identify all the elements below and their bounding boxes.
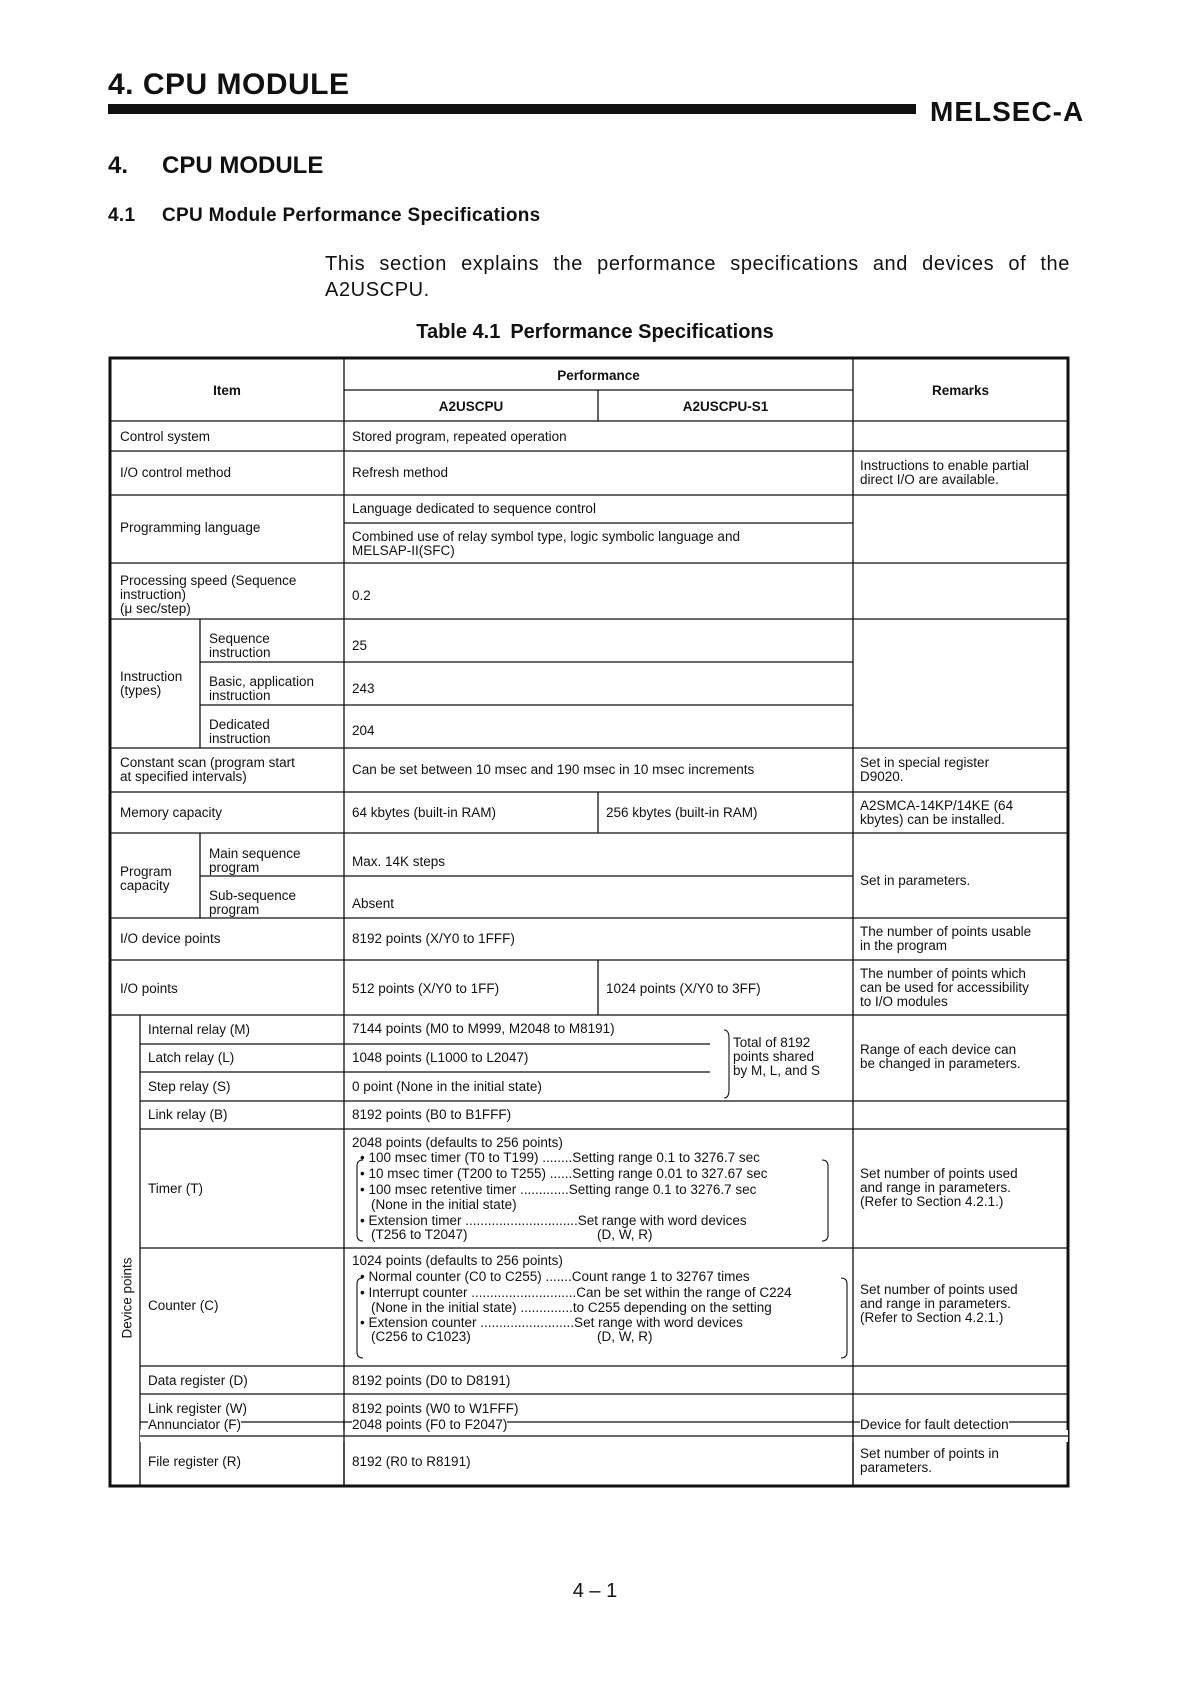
row-item-instruction-2: (types): [120, 683, 162, 698]
timer-line-6: • Extension timer ..............................Set range with word devices: [360, 1213, 747, 1228]
timer-line-7: (T256 to T2047): [371, 1227, 468, 1242]
timer-line-5: (None in the initial state): [371, 1197, 517, 1212]
shared-points-note-1: Total of 8192: [733, 1035, 811, 1050]
row-value-io-points-a2uscpu: 512 points (X/Y0 to 1FF): [352, 981, 500, 996]
timer-line-7b: (D, W, R): [597, 1227, 653, 1242]
remark-timer-2: and range in parameters.: [860, 1180, 1011, 1195]
remark-memory-1: A2SMCA-14KP/14KE (64: [860, 798, 1014, 813]
row-item-proc-speed-1: Processing speed (Sequence: [120, 573, 297, 588]
remark-file-register-1: Set number of points in: [860, 1446, 999, 1461]
row-item-proc-speed-3: (μ sec/step): [120, 601, 191, 616]
page-number: 4 – 1: [572, 1580, 618, 1602]
table-caption-title: Performance Specifications: [510, 321, 774, 343]
remark-timer-1: Set number of points used: [860, 1166, 1018, 1181]
col-header-performance: Performance: [557, 368, 640, 383]
remark-counter-3: (Refer to Section 4.2.1.): [860, 1310, 1004, 1325]
row-value-step-relay: 0 point (None in the initial state): [352, 1079, 542, 1094]
counter-line-4: (None in the initial state) ..............to C255 depending on the setting: [371, 1300, 772, 1315]
row-value-control-system: Stored program, repeated operation: [352, 429, 567, 444]
row-item-file-register: File register (R): [148, 1454, 242, 1469]
row-value-io-control: Refresh method: [352, 465, 449, 480]
row-item-constant-scan-1: Constant scan (program start: [120, 755, 295, 770]
col-header-remarks: Remarks: [931, 383, 990, 398]
device-points-label-text: Device points: [119, 1257, 135, 1339]
row-value-latch-relay: 1048 points (L1000 to L2047): [352, 1050, 529, 1065]
col-header-item: Item: [213, 383, 241, 398]
timer-line-4: • 100 msec retentive timer .............Setting range 0.1 to 3276.7 sec: [360, 1182, 757, 1197]
value-main-seq: Max. 14K steps: [352, 854, 446, 869]
section-title: CPU MODULE: [162, 152, 324, 179]
row-value-io-points-s1: 1024 points (X/Y0 to 3FF): [606, 981, 761, 996]
chapter-header: 4. CPU MODULE: [108, 68, 350, 101]
row-item-prog-lang: Programming language: [120, 520, 261, 535]
timer-line-3: • 10 msec timer (T200 to T255) ......Setting range 0.01 to 327.67 sec: [360, 1166, 768, 1181]
row-item-data-register: Data register (D): [148, 1373, 248, 1388]
value-sequence-instr: 25: [352, 638, 368, 653]
counter-line-2: • Normal counter (C0 to C255) .......Count range 1 to 32767 times: [360, 1269, 750, 1284]
remark-io-device-1: The number of points usable: [860, 924, 1032, 939]
counter-line-6: (C256 to C1023): [371, 1329, 471, 1344]
row-item-control-system: Control system: [120, 429, 211, 444]
row-item-program-capacity-1: Program: [120, 864, 172, 879]
remark-annunciator: Device for fault detection: [860, 1417, 1009, 1432]
remark-io-control-2: direct I/O are available.: [860, 472, 999, 487]
remark-file-register-2: parameters.: [860, 1460, 933, 1475]
row-item-io-control: I/O control method: [120, 465, 232, 480]
row-value-prog-lang-2b: MELSAP-II(SFC): [352, 543, 455, 558]
shared-points-note-2: points shared: [733, 1049, 815, 1064]
remark-io-points-1: The number of points which: [860, 966, 1026, 981]
row-item-internal-relay: Internal relay (M): [148, 1022, 251, 1037]
shared-points-note-3: by M, L, and S: [733, 1063, 821, 1078]
remark-program-capacity: Set in parameters.: [860, 873, 971, 888]
row-value-proc-speed: 0.2: [352, 588, 371, 603]
timer-line-1: 2048 points (defaults to 256 points): [352, 1135, 563, 1150]
remark-io-device-2: in the program: [860, 938, 948, 953]
subitem-basic-1: Basic, application: [209, 674, 315, 689]
remark-constant-scan-2: D9020.: [860, 769, 904, 784]
value-basic-instr: 243: [352, 681, 375, 696]
row-item-timer: Timer (T): [148, 1181, 203, 1196]
subitem-dedicated-2: instruction: [209, 731, 271, 746]
row-item-annunciator: Annunciator (F): [148, 1417, 242, 1432]
col-header-a2uscpu: A2USCPU: [438, 399, 504, 414]
row-item-proc-speed-2: instruction): [120, 587, 187, 602]
row-value-link-relay: 8192 points (B0 to B1FFF): [352, 1107, 512, 1122]
subitem-dedicated-1: Dedicated: [209, 717, 270, 732]
row-value-prog-lang-2a: Combined use of relay symbol type, logic symbolic language and: [352, 529, 740, 544]
row-value-internal-relay: 7144 points (M0 to M999, M2048 to M8191): [352, 1021, 615, 1036]
remark-timer-3: (Refer to Section 4.2.1.): [860, 1194, 1004, 1209]
subitem-main-seq-1: Main sequence: [209, 846, 301, 861]
intro-paragraph: This section explains the performance specifications and devices of the A2USCPU.: [325, 253, 1070, 301]
remark-counter-2: and range in parameters.: [860, 1296, 1011, 1311]
row-value-constant-scan: Can be set between 10 msec and 190 msec in 10 msec increments: [352, 762, 755, 777]
row-item-io-points: I/O points: [120, 981, 178, 996]
counter-line-5: • Extension counter .........................Set range with word devices: [360, 1315, 743, 1330]
row-value-data-register: 8192 points (D0 to D8191): [352, 1373, 511, 1388]
remark-relays-2: be changed in parameters.: [860, 1056, 1021, 1071]
row-value-link-register: 8192 points (W0 to W1FFF): [352, 1401, 519, 1416]
row-item-step-relay: Step relay (S): [148, 1079, 231, 1094]
row-value-prog-lang-1: Language dedicated to sequence control: [352, 501, 596, 516]
subitem-basic-2: instruction: [209, 688, 271, 703]
timer-line-2: • 100 msec timer (T0 to T199) ........Setting range 0.1 to 3276.7 sec: [360, 1150, 760, 1165]
subitem-sequence-2: instruction: [209, 645, 271, 660]
row-value-annunciator: 2048 points (F0 to F2047): [352, 1417, 508, 1432]
row-item-link-register: Link register (W): [148, 1401, 248, 1416]
counter-line-3: • Interrupt counter ............................Can be set within the range of C224: [360, 1285, 792, 1300]
row-item-instruction-1: Instruction: [120, 669, 183, 684]
remark-relays-1: Range of each device can: [860, 1042, 1017, 1057]
row-item-io-device: I/O device points: [120, 931, 221, 946]
value-sub-seq: Absent: [352, 896, 395, 911]
row-value-io-device: 8192 points (X/Y0 to 1FFF): [352, 931, 515, 946]
remark-io-points-2: can be used for accessibility: [860, 980, 1029, 995]
subitem-sequence-1: Sequence: [209, 631, 270, 646]
row-item-memory: Memory capacity: [120, 805, 223, 820]
row-item-program-capacity-2: capacity: [120, 878, 170, 893]
subsection-number: 4.1: [108, 205, 136, 226]
row-value-memory-a2uscpu: 64 kbytes (built-in RAM): [352, 805, 497, 820]
subitem-sub-seq-2: program: [209, 902, 260, 917]
device-points-label: [116, 1243, 138, 1353]
subitem-main-seq-2: program: [209, 860, 260, 875]
counter-line-6b: (D, W, R): [597, 1329, 653, 1344]
subitem-sub-seq-1: Sub-sequence: [209, 888, 297, 903]
table-caption-number: Table 4.1: [416, 321, 501, 343]
remark-io-points-3: to I/O modules: [860, 994, 948, 1009]
row-value-memory-s1: 256 kbytes (built-in RAM): [606, 805, 758, 820]
brand-label: MELSEC-A: [930, 96, 1085, 127]
remark-memory-2: kbytes) can be installed.: [860, 812, 1005, 827]
remark-constant-scan-1: Set in special register: [860, 755, 990, 770]
col-header-a2uscpu-s1: A2USCPU-S1: [682, 399, 769, 414]
row-item-counter: Counter (C): [148, 1298, 219, 1313]
row-item-link-relay: Link relay (B): [148, 1107, 228, 1122]
counter-line-1: 1024 points (defaults to 256 points): [352, 1253, 563, 1268]
subsection-title: CPU Module Performance Specifications: [162, 205, 541, 226]
remark-io-control-1: Instructions to enable partial: [860, 458, 1029, 473]
section-number: 4.: [108, 152, 129, 179]
row-item-latch-relay: Latch relay (L): [148, 1050, 235, 1065]
row-item-constant-scan-2: at specified intervals): [120, 769, 247, 784]
row-value-file-register: 8192 (R0 to R8191): [352, 1454, 471, 1469]
value-dedicated-instr: 204: [352, 723, 375, 738]
remark-counter-1: Set number of points used: [860, 1282, 1018, 1297]
